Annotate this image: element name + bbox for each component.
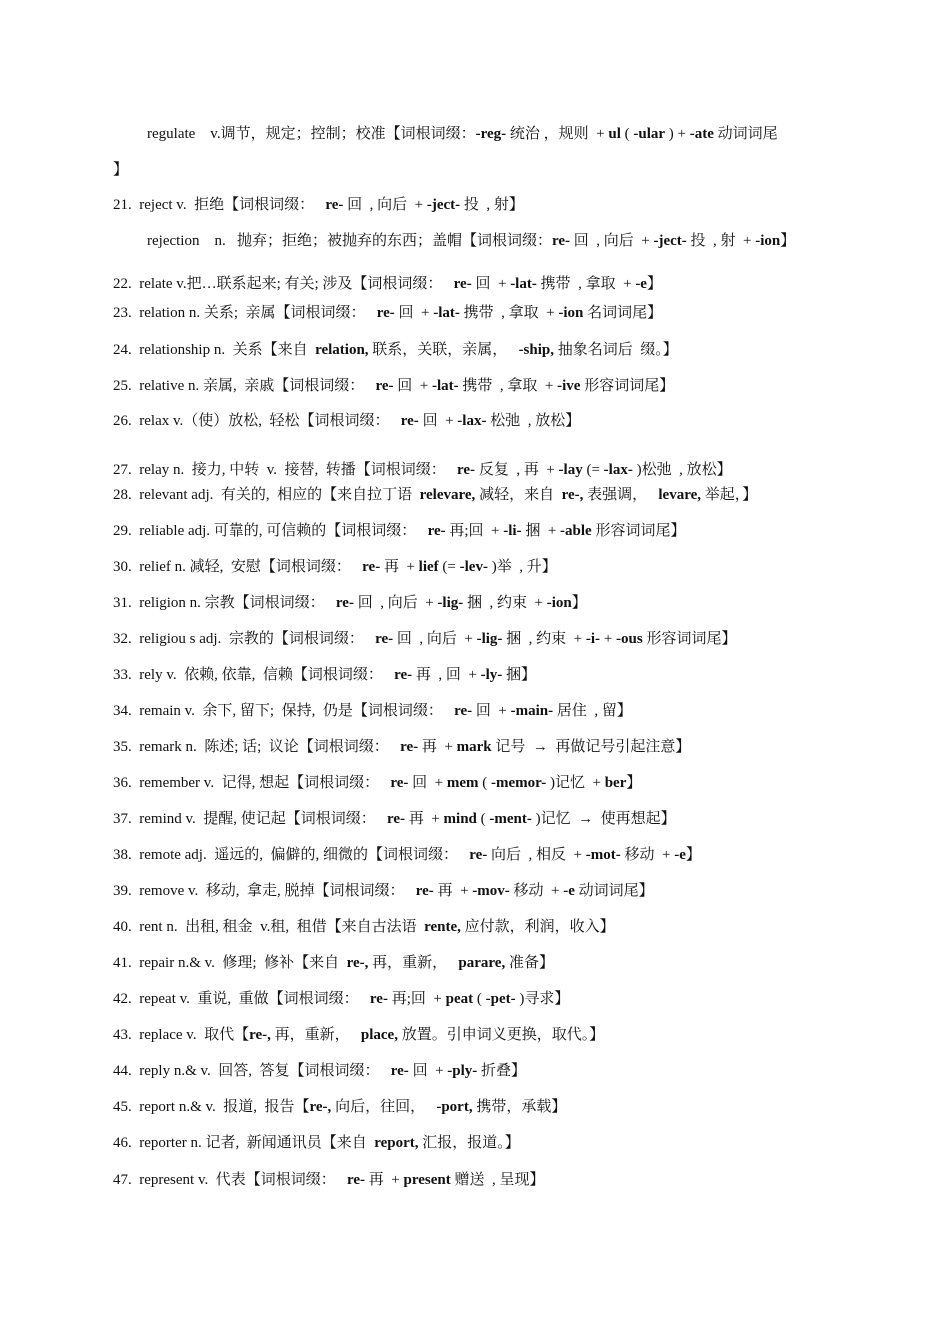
entry-text: rejection n. 抛弃；拒绝；被抛弃的东西；盖帽【词根词缀： xyxy=(147,233,552,249)
entry-text: 联系，关联，亲属， xyxy=(368,342,519,358)
root-term: -ive xyxy=(557,378,581,394)
entry-text: 表强调， xyxy=(583,487,659,503)
entry-text: 回 , 向后 + xyxy=(353,595,438,611)
entry-line xyxy=(113,809,910,829)
entry-text: ( xyxy=(620,126,634,142)
entry-text: 再 , 回 + xyxy=(412,667,481,683)
entry-text: 居住 , 留】 xyxy=(553,703,632,719)
entry-text: 投 , 射 + xyxy=(686,233,756,249)
root-term: -lat- xyxy=(433,305,460,321)
entry-text: 46. reporter n. 记者, 新闻通讯员【来自 xyxy=(113,1135,375,1151)
entry-text: 47. represent v. 代表【词根词缀： xyxy=(113,1172,347,1188)
entry-line xyxy=(113,917,910,937)
root-term: re- xyxy=(387,811,406,827)
root-term: -ate xyxy=(689,126,714,142)
entry-text: 携带 , 拿取 + xyxy=(536,276,636,292)
entry-text: 携带 , 拿取 + xyxy=(458,378,558,394)
entry-line xyxy=(113,629,910,649)
entry-text: 33. rely v. 依赖, 依靠, 信赖【词根词缀： xyxy=(113,667,395,683)
entry-text: 再，重新， xyxy=(368,955,459,971)
entry-text: 】 xyxy=(685,847,701,863)
root-term: -able xyxy=(560,523,592,539)
entry-text: ( xyxy=(476,811,490,827)
root-term: place, xyxy=(360,1027,398,1043)
entry-line xyxy=(113,1170,910,1190)
entry-line xyxy=(113,737,910,757)
entry-text: 回 , 向后 + xyxy=(393,631,477,647)
root-term: re- xyxy=(335,595,354,611)
entry-text: )记忆 → 使再想起】 xyxy=(531,811,676,827)
entry-text: 携带，承载】 xyxy=(472,1099,567,1115)
root-term: mem xyxy=(446,775,479,791)
entry-text: 45. report n.& v. 报道, 报告【 xyxy=(113,1099,310,1115)
root-term: -ject- xyxy=(426,197,461,213)
entry-line xyxy=(113,845,910,865)
root-term: -lax- xyxy=(603,462,633,478)
entry-text: 再;回 + xyxy=(445,523,504,539)
entry-text: 汇报，报道。】 xyxy=(418,1135,520,1151)
entry-text: 26. relax v.（使）放松, 轻松【词根词缀： xyxy=(113,413,401,429)
root-term: -reg- xyxy=(475,126,507,142)
root-term: re- xyxy=(376,305,395,321)
root-term: re- xyxy=(454,703,473,719)
root-term: report, xyxy=(374,1135,419,1151)
entry-text: 携带 , 拿取 + xyxy=(459,305,559,321)
entry-text: 37. remind v. 提醒, 使记起【词根词缀： xyxy=(113,811,388,827)
entry-text: 回 + xyxy=(394,305,434,321)
entry-text: 捆】 xyxy=(502,667,537,683)
entry-text: )举 , 升】 xyxy=(487,559,557,575)
entry-text: ( xyxy=(478,775,491,791)
root-term: -port, xyxy=(436,1099,473,1115)
root-term: ber xyxy=(604,775,627,791)
entry-text: 举起，】 xyxy=(701,487,758,503)
entry-text: 移动 + xyxy=(620,847,675,863)
entry-line xyxy=(113,953,910,973)
root-term: re-, xyxy=(309,1099,332,1115)
entry-text: 抽象名词后 缀。】 xyxy=(554,342,678,358)
entry-text: 形容词词尾】 xyxy=(591,523,686,539)
root-term: relevare, xyxy=(419,487,476,503)
entry-text: 】 xyxy=(646,276,662,292)
root-term: -li- xyxy=(503,523,522,539)
root-term: -ion xyxy=(755,233,781,249)
root-term: -e xyxy=(635,276,647,292)
root-term: -ment- xyxy=(489,811,532,827)
entry-text: 38. remote adj. 遥远的, 偏僻的, 细微的【词根词缀： xyxy=(113,847,470,863)
root-term: re- xyxy=(453,276,472,292)
root-term: re- xyxy=(390,1063,409,1079)
root-term: parare, xyxy=(458,955,506,971)
entry-text: 24. relationship n. 关系【来自 xyxy=(113,342,316,358)
root-term: re- xyxy=(369,991,388,1007)
entry-line xyxy=(113,989,910,1009)
root-term: re- xyxy=(390,775,409,791)
entry-text: 捆 + xyxy=(521,523,561,539)
entry-text: 折叠】 xyxy=(477,1063,527,1079)
entry-text: (= xyxy=(438,559,460,575)
root-term: peat xyxy=(445,991,474,1007)
entry-text: 动词词尾 xyxy=(713,126,778,142)
entry-line xyxy=(113,521,910,541)
entry-text: 回 + xyxy=(418,413,458,429)
entry-text: 回 + xyxy=(408,1063,448,1079)
root-term: -ply- xyxy=(447,1063,478,1079)
root-term: -ship, xyxy=(518,342,554,358)
entry-text: 松弛 , 放松】 xyxy=(486,413,581,429)
root-term: re-, xyxy=(561,487,584,503)
root-term: present xyxy=(403,1172,451,1188)
root-term: -mot- xyxy=(585,847,621,863)
entry-text: 34. remain v. 余下, 留下; 保持, 仍是【词根词缀： xyxy=(113,703,455,719)
entry-text: 减轻，来自 xyxy=(475,487,562,503)
entry-text: 再 + xyxy=(418,739,457,755)
root-term: re- xyxy=(427,523,446,539)
root-term: re- xyxy=(375,378,394,394)
entry-text: 回 , 向后 + xyxy=(570,233,654,249)
entry-line xyxy=(113,665,910,685)
entry-text: 形容词词尾】 xyxy=(642,631,737,647)
root-term: -lat- xyxy=(510,276,537,292)
entry-text: + xyxy=(600,631,617,647)
entry-line xyxy=(113,881,910,901)
root-term: mind xyxy=(443,811,477,827)
entry-text: 回 + xyxy=(472,703,511,719)
entry-line xyxy=(147,124,910,144)
entry-text: 23. relation n. 关系; 亲属【词根词缀： xyxy=(113,305,377,321)
entry-line xyxy=(113,460,910,480)
entry-text: 】 xyxy=(780,233,796,249)
entry-text: 29. reliable adj. 可靠的, 可信赖的【词根词缀： xyxy=(113,523,428,539)
entry-line xyxy=(113,485,910,505)
root-term: -i- xyxy=(585,631,601,647)
entry-text: 再 + xyxy=(405,811,444,827)
entry-text: 再;回 + xyxy=(387,991,446,1007)
entry-text: 31. religion n. 宗教【词根词缀： xyxy=(113,595,336,611)
entry-line xyxy=(113,1025,910,1045)
entry-text: regulate v.调节，规定；控制；校准【词根词缀： xyxy=(147,126,476,142)
entry-text: 42. repeat v. 重说, 重做【词根词缀： xyxy=(113,991,370,1007)
root-term: levare, xyxy=(658,487,702,503)
root-term: rente, xyxy=(424,919,461,935)
root-term: re- xyxy=(400,739,419,755)
root-term: mark xyxy=(456,739,492,755)
entry-text: ) + xyxy=(665,126,690,142)
entry-line xyxy=(113,557,910,577)
entry-text: 43. replace v. 取代【 xyxy=(113,1027,250,1043)
entry-text: 回 , 向后 + xyxy=(343,197,427,213)
entry-line xyxy=(113,340,910,360)
root-term: relation, xyxy=(315,342,369,358)
entry-text: 25. relative n. 亲属, 亲戚【词根词缀： xyxy=(113,378,376,394)
root-term: -ject- xyxy=(653,233,687,249)
root-term: -lig- xyxy=(476,631,503,647)
entry-text: 28. relevant adj. 有关的, 相应的【来自拉丁语 xyxy=(113,487,420,503)
entry-line xyxy=(113,1097,910,1117)
root-term: -pet- xyxy=(485,991,516,1007)
entry-text: 再 + xyxy=(365,1172,404,1188)
entry-text: 再 + xyxy=(380,559,419,575)
entry-text: 再，重新， xyxy=(270,1027,361,1043)
entry-text: 移动 + xyxy=(509,883,564,899)
entry-text: 】 xyxy=(113,162,129,178)
entry-text: 形容词词尾】 xyxy=(580,378,675,394)
entry-text: 36. remember v. 记得, 想起【词根词缀： xyxy=(113,775,391,791)
root-term: re- xyxy=(362,559,381,575)
entry-text: 记号 → 再做记号引起注意】 xyxy=(491,739,691,755)
root-term: re-, xyxy=(249,1027,271,1043)
entry-line xyxy=(113,303,910,323)
entry-text: 回 + xyxy=(408,775,447,791)
entry-text: 】 xyxy=(626,775,642,791)
entry-text: 32. religiou s adj. 宗教的【词根词缀： xyxy=(113,631,376,647)
entry-line xyxy=(113,773,910,793)
entry-text: )记忆 + xyxy=(546,775,605,791)
root-term: re- xyxy=(347,1172,366,1188)
entry-line xyxy=(113,1061,910,1081)
root-term: re- xyxy=(469,847,488,863)
entry-text: 30. relief n. 减轻, 安慰【词根词缀： xyxy=(113,559,363,575)
entry-text: 44. reply n.& v. 回答, 答复【词根词缀： xyxy=(113,1063,391,1079)
entry-line xyxy=(147,231,910,251)
root-term: -e xyxy=(674,847,686,863)
entry-text: 22. relate v.把…联系起来; 有关; 涉及【词根词缀： xyxy=(113,276,454,292)
entry-line xyxy=(113,1133,910,1153)
entry-text: 向后 , 相反 + xyxy=(487,847,586,863)
entry-text: 39. remove v. 移动, 拿走, 脱掉【词根词缀： xyxy=(113,883,416,899)
entry-text: )松弛 , 放松】 xyxy=(632,462,732,478)
entry-line xyxy=(113,411,910,431)
entry-text: 捆 , 约束 + xyxy=(502,631,586,647)
root-term: -lev- xyxy=(459,559,488,575)
entry-text: 动词词尾】 xyxy=(574,883,654,899)
entry-text: 准备】 xyxy=(505,955,554,971)
entry-text: 应付款，利润，收入】 xyxy=(460,919,615,935)
entry-line xyxy=(113,195,910,215)
entry-text: ( xyxy=(473,991,486,1007)
entry-text: 回 + xyxy=(393,378,432,394)
entry-text: 27. relay n. 接力, 中转 v. 接替, 转播【词根词缀： xyxy=(113,462,458,478)
entry-line xyxy=(113,701,910,721)
root-term: -lay xyxy=(558,462,583,478)
root-term: -lat- xyxy=(432,378,459,394)
entry-text: 赠送 , 呈现】 xyxy=(450,1172,545,1188)
entry-text: 21. reject v. 拒绝【词根词缀： xyxy=(113,197,326,213)
entry-text: )寻求】 xyxy=(515,991,570,1007)
root-term: re- xyxy=(394,667,413,683)
root-term: -lax- xyxy=(457,413,487,429)
entry-text: 放置。引申词义更换，取代。】 xyxy=(397,1027,605,1043)
root-term: -ular xyxy=(633,126,666,142)
root-term: re- xyxy=(375,631,394,647)
root-term: re-, xyxy=(346,955,369,971)
root-term: ul xyxy=(608,126,621,142)
root-term: re- xyxy=(325,197,344,213)
root-term: -main- xyxy=(510,703,554,719)
entry-text: 35. remark n. 陈述; 话; 议论【词根词缀： xyxy=(113,739,401,755)
entry-text: 40. rent n. 出租, 租金 v.租, 租借【来自古法语 xyxy=(113,919,425,935)
root-term: re- xyxy=(400,413,419,429)
entry-text: (= xyxy=(582,462,604,478)
root-term: -lig- xyxy=(437,595,464,611)
entry-text: 向后，往回， xyxy=(331,1099,437,1115)
root-term: re- xyxy=(457,462,476,478)
root-term: -ion xyxy=(546,595,572,611)
entry-text: 再 + xyxy=(433,883,473,899)
entry-text: 回 + xyxy=(471,276,511,292)
entry-text: 名词词尾】 xyxy=(583,305,663,321)
root-term: -mov- xyxy=(472,883,510,899)
entry-text: 】 xyxy=(571,595,587,611)
root-term: -ion xyxy=(558,305,584,321)
entry-text: 统治 ，规则 + xyxy=(506,126,609,142)
entry-line xyxy=(113,593,910,613)
root-term: lief xyxy=(418,559,439,575)
root-term: -ous xyxy=(616,631,643,647)
entry-line xyxy=(113,376,910,396)
root-term: re- xyxy=(551,233,571,249)
entry-text: 反复 , 再 + xyxy=(475,462,559,478)
root-term: -ly- xyxy=(480,667,503,683)
entry-line xyxy=(113,160,910,180)
entry-text: 投 , 射】 xyxy=(460,197,524,213)
root-term: re- xyxy=(415,883,434,899)
root-term: -e xyxy=(563,883,575,899)
entry-line xyxy=(113,274,910,294)
entry-text: 41. repair n.& v. 修理; 修补【来自 xyxy=(113,955,347,971)
entry-text: 捆 , 约束 + xyxy=(463,595,547,611)
root-term: -memor- xyxy=(491,775,547,791)
